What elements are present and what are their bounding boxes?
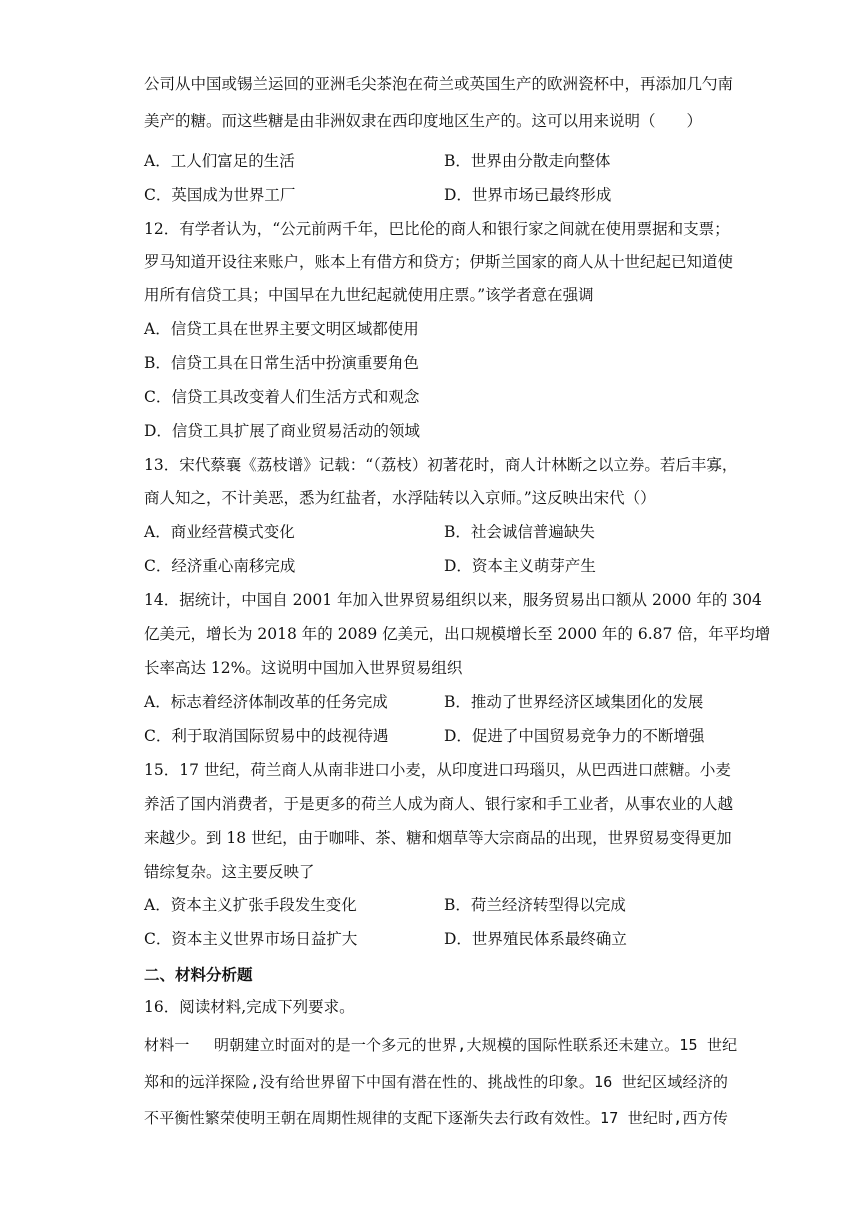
q16-material-line-3: 不平衡性繁荣使明王朝在周期性规律的支配下逐渐失去行政有效性。17 世纪时,西方传 bbox=[144, 1109, 729, 1127]
q14-stem-line-2: 亿美元，增长为 2018 年的 2089 亿美元，出口规模增长至 2000 年的 6.87 倍，年平均增 bbox=[144, 625, 771, 643]
q13-stem-line-1: 13．宋代蔡襄《荔枝谱》记载：“（荔枝）初著花时，商人计林断之以立券。若后丰寡， bbox=[144, 456, 738, 474]
q15-stem-line-4: 错综复杂。这主要反映了 bbox=[144, 863, 315, 881]
q11-stem-line-2: 美产的糖。而这些糖是由非洲奴隶在西印度地区生产的。这可以用来说明（ ） bbox=[144, 112, 703, 130]
q12-option-c: C．信贷工具改变着人们生活方式和观念 bbox=[144, 388, 420, 406]
q14-stem-line-3: 长率高达 12%。这说明中国加入世界贸易组织 bbox=[144, 659, 463, 677]
q12-stem-line-3: 用所有信贷工具；中国早在九世纪起就使用庄票。”该学者意在强调 bbox=[144, 286, 594, 304]
q12-stem-line-1: 12．有学者认为，“公元前两千年，巴比伦的商人和银行家之间就在使用票据和支票； bbox=[144, 220, 730, 238]
q11-stem-line-1: 公司从中国或锡兰运回的亚洲毛尖茶泡在荷兰或英国生产的欧洲瓷杯中，再添加几勺南 bbox=[144, 75, 734, 93]
q11-option-c: C．英国成为世界工厂 bbox=[144, 186, 296, 204]
q15-stem-line-3: 来越少。到 18 世纪，由于咖啡、茶、糖和烟草等大宗商品的出现，世界贸易变得更加 bbox=[144, 829, 732, 847]
q15-option-c: C．资本主义世界市场日益扩大 bbox=[144, 930, 358, 948]
q13-stem-line-2: 商人知之，不计美恶，悉为红盐者，水浮陆转以入京师。”这反映出宋代（） bbox=[144, 489, 656, 507]
q11-option-d: D．世界市场已最终形成 bbox=[444, 186, 612, 204]
section-title: 二、材料分析题 bbox=[144, 966, 253, 984]
q13-option-d: D．资本主义萌芽产生 bbox=[444, 557, 596, 575]
q14-option-b: B．推动了世界经济区域集团化的发展 bbox=[444, 693, 704, 711]
q15-stem-line-2: 养活了国内消费者，于是更多的荷兰人成为商人、银行家和手工业者，从事农业的人越 bbox=[144, 795, 734, 813]
q11-option-a: A．工人们富足的生活 bbox=[144, 152, 295, 170]
q14-option-d: D．促进了中国贸易竞争力的不断增强 bbox=[444, 727, 705, 745]
q11-option-b: B．世界由分散走向整体 bbox=[444, 152, 611, 170]
q16-material-line-1: 材料一 明朝建立时面对的是一个多元的世界,大规模的国际性联系还未建立。15 世纪 bbox=[144, 1036, 738, 1054]
q12-option-b: B．信贷工具在日常生活中扮演重要角色 bbox=[144, 354, 419, 372]
q12-option-a: A．信贷工具在世界主要文明区域都使用 bbox=[144, 320, 419, 338]
q12-option-d: D．信贷工具扩展了商业贸易活动的领域 bbox=[144, 422, 420, 440]
q16-material-line-2: 郑和的远洋探险,没有给世界留下中国有潜在性的、挑战性的印象。16 世纪区域经济的 bbox=[144, 1073, 729, 1091]
q14-option-c: C．利于取消国际贸易中的歧视待遇 bbox=[144, 727, 389, 745]
q13-option-a: A．商业经营模式变化 bbox=[144, 523, 295, 541]
q15-option-b: B．荷兰经济转型得以完成 bbox=[444, 896, 626, 914]
q14-stem-line-1: 14．据统计，中国自 2001 年加入世界贸易组织以来，服务贸易出口额从 2000 年的 304 bbox=[144, 591, 762, 609]
q16-intro: 16．阅读材料,完成下列要求。 bbox=[144, 998, 355, 1016]
q13-option-b: B．社会诚信普遍缺失 bbox=[444, 523, 595, 541]
q15-option-a: A．资本主义扩张手段发生变化 bbox=[144, 896, 357, 914]
q15-stem-line-1: 15．17 世纪，荷兰商人从南非进口小麦，从印度进口玛瑙贝，从巴西进口蔗糖。小麦 bbox=[144, 761, 731, 779]
q14-option-a: A．标志着经济体制改革的任务完成 bbox=[144, 693, 388, 711]
q15-option-d: D．世界殖民体系最终确立 bbox=[444, 930, 627, 948]
q13-option-c: C．经济重心南移完成 bbox=[144, 557, 296, 575]
q12-stem-line-2: 罗马知道开设往来账户，账本上有借方和贷方；伊斯兰国家的商人从十世纪起已知道使 bbox=[144, 253, 734, 271]
